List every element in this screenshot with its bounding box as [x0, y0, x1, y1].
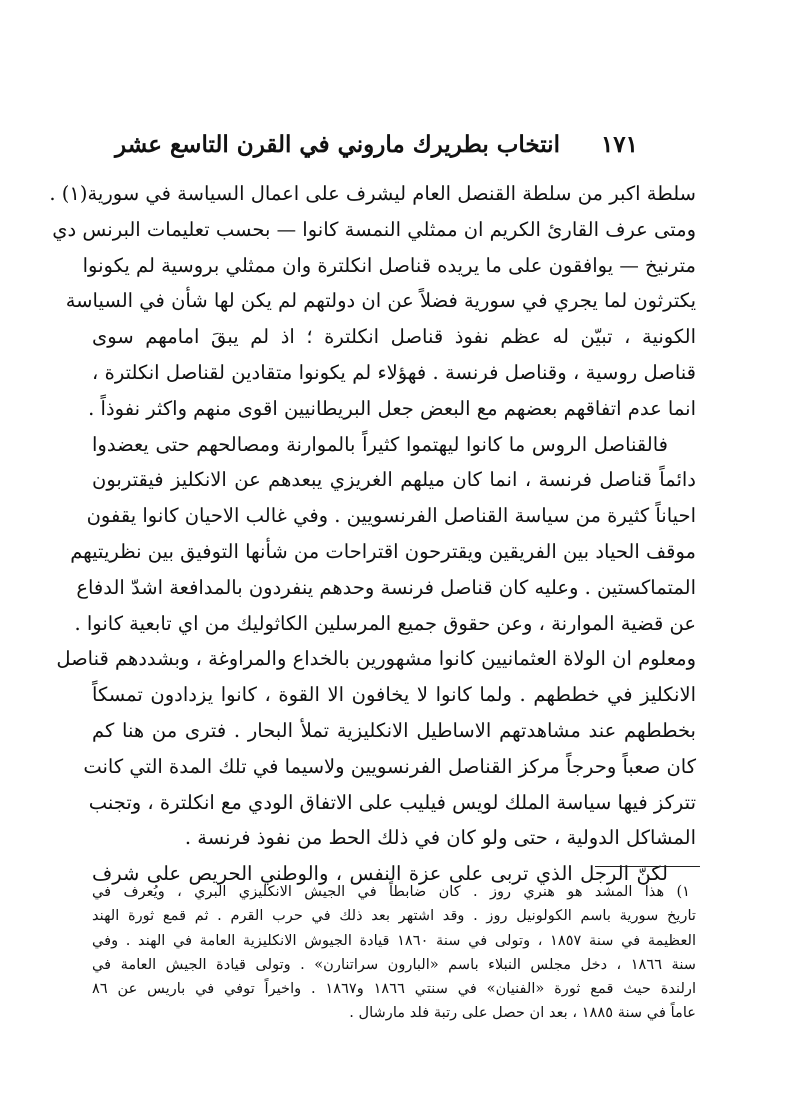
- footnote-line: سنة ١٨٦٦ ، دخل مجلس النبلاء باسم «البارون سراتنارن» . وتولى قيادة الجيش العامة في: [92, 955, 696, 973]
- body-line: موقف الحياد بين الفريقين ويقترحون اقتراحات من شأنها التوفيق بين نظريتيهم: [70, 539, 696, 563]
- footnote-line: عاماً في سنة ١٨٨٥ ، بعد ان حصل على رتبة فلد مارشال .: [349, 1004, 696, 1022]
- body-line: ومتى عرف القارئ الكريم ان ممثلي النمسة كانوا — بحسب تعليمات البرنس دي: [52, 217, 696, 241]
- running-title: انتخاب بطريرك ماروني في القرن التاسع عشر: [115, 130, 560, 158]
- body-line: انما عدم اتفاقهم بعضهم مع البعض جعل البريطانيين اقوى منهم واكثر نفوذاً .: [88, 396, 696, 420]
- page-number: ١٧١: [600, 130, 638, 158]
- body-line: قناصل روسية ، وقناصل فرنسة . فهؤلاء لم يكونوا متقادين لقناصل انكلترة ،: [92, 360, 696, 384]
- body-line: بخططهم عند مشاهدتهم الاساطيل الانكليزية تملأ البحار . فترى من هنا كم: [92, 718, 696, 742]
- body-line: لكنّ الرجل الذي تربى على عزة النفس ، والوطني الحريص على شرف: [92, 862, 668, 886]
- body-line: دائماً قناصل فرنسة ، انما كان ميلهم الغريزي يبعدهم عن الانكليز فيقتربون: [92, 468, 696, 492]
- body-line: ومعلوم ان الولاة العثمانيين كانوا مشهورين بالخداع والمراوغة ، وبشددهم قناصل: [56, 647, 696, 671]
- body-line: يكترثون لما يجري في سورية فضلاً عن ان دولتهم لم يكن لها شأن في السياسة: [65, 289, 696, 313]
- footnotes: [92, 880, 696, 1026]
- body-line: كان صعباً وحرجاً مركز القناصل الفرنسويين ولاسيما في تلك المدة التي كانت: [83, 754, 696, 778]
- body-line: مترنيخ — يوافقون على ما يريده قناصل انكلترة وان ممثلي بروسية لم يكونوا: [82, 253, 696, 277]
- body-line: المشاكل الدولية ، حتى ولو كان في ذلك الحط من نفوذ فرنسة .: [184, 826, 696, 850]
- body-line: الكونية ، تبيّن له عظم نفوذ قناصل انكلترة ؛ اذ لم يبقَ امامهم سوى: [92, 325, 696, 349]
- body-line: سلطة اكبر من سلطة القنصل العام ليشرف على اعمال السياسة في سورية(١) .: [49, 182, 696, 205]
- footnote-line: العظيمة في سنة ١٨٥٧ ، وتولى في سنة ١٨٦٠ قيادة الجيوش الانكليزية العامة في الهند . وفي: [92, 931, 697, 949]
- footnote-line: ارلندة حيث قمع ثورة «الفنيان» في سنتي ١٨٦٦ و١٨٦٧ . واخيراً توفي في باريس عن ٨٦: [92, 980, 697, 998]
- footnote-separator: [595, 866, 700, 867]
- body-line: عن قضية الموارنة ، وعن حقوق جميع المرسلين الكاثوليك من اي تابعية كانوا .: [74, 611, 696, 635]
- footnote-line: تاريخ سورية باسم الكولونيل روز . وقد اشتهر بعد ذلك في حرب القرم . ثم قمع ثورة الهند: [92, 907, 696, 925]
- body-text: [49, 176, 696, 892]
- body-line: فالقناصل الروس ما كانوا ليهتموا كثيراً بالموارنة ومصالحهم حتى يعضدوا: [92, 432, 668, 456]
- body-line: المتماكستين . وعليه كان قناصل فرنسة وحدهم ينفردون بالمدافعة اشدّ الدفاع: [76, 575, 696, 599]
- body-line: تتركز فيها سياسة الملك لويس فيليب على الاتفاق الودي مع انكلترة ، وتجنب: [88, 790, 696, 814]
- page-header: [115, 124, 638, 164]
- body-line: الانكليز في خططهم . ولما كانوا لا يخافون الا القوة ، كانوا يزدادون تمسكاً: [92, 683, 696, 707]
- footnote-line: ١) هذا المشد هو هنري روز . كان ضابطاً في الجيش الانكليزي البري ، ويُعرف في: [92, 883, 690, 900]
- body-line: احياناً كثيرة من سياسة القناصل الفرنسويين . وفي غالب الاحيان كانوا يقفون: [86, 504, 696, 528]
